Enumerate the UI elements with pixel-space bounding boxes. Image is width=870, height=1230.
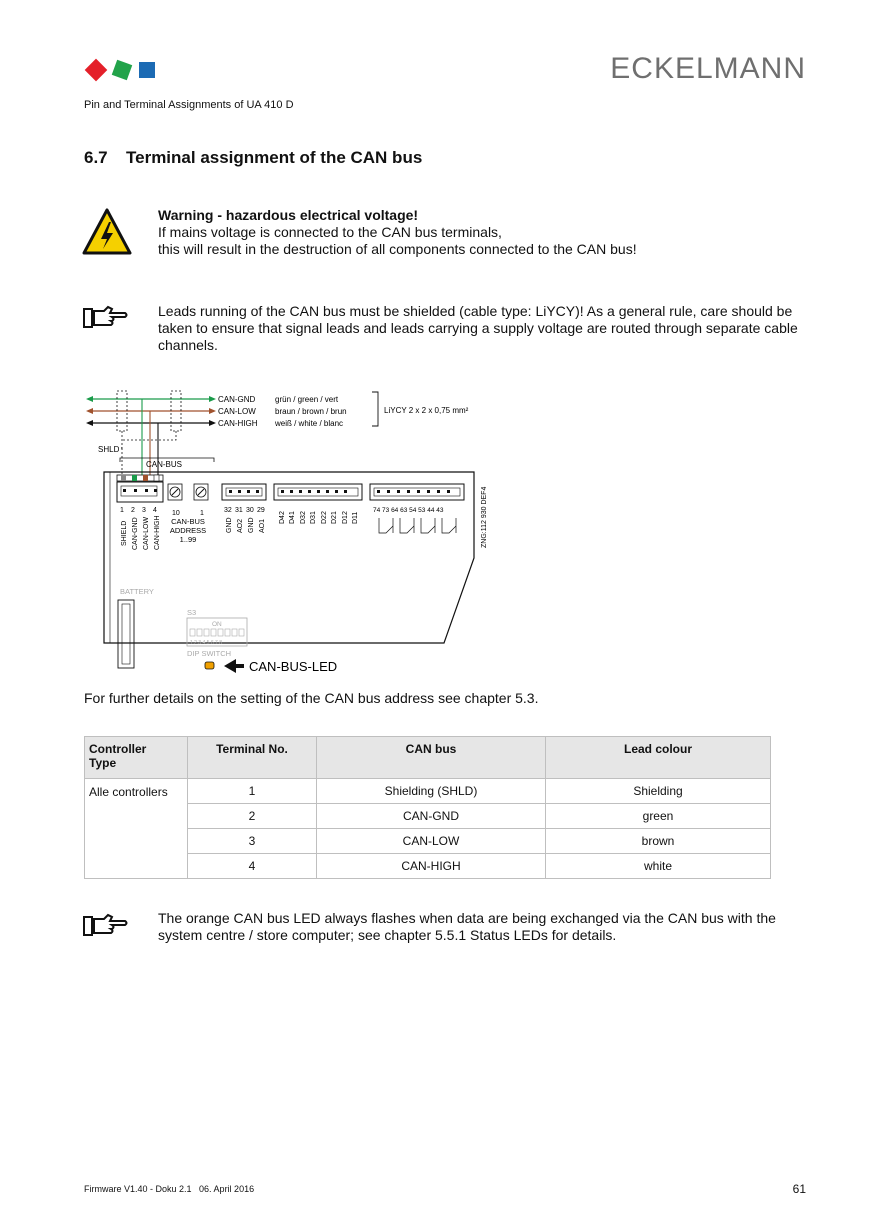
table-row — [85, 829, 771, 854]
addr-digit-10: 10 — [172, 510, 180, 517]
brand-name: ECKELMANN — [610, 52, 806, 85]
terminal-cell: 2 — [188, 804, 317, 829]
can-bus-cell: CAN-LOW — [317, 829, 546, 854]
page-subtitle: Pin and Terminal Assignments of UA 410 D — [84, 99, 294, 111]
page-number: 61 — [792, 1182, 806, 1196]
can-term-4: 4 — [153, 507, 157, 514]
pointing-hand-icon — [82, 305, 128, 331]
shld-label: SHLD — [98, 445, 120, 454]
wire-colour-high: weiß / white / blanc — [275, 419, 344, 428]
address-label-1: CAN-BUS — [171, 517, 205, 526]
table-header-row — [85, 737, 771, 779]
ao-term-30: 30 — [246, 507, 254, 514]
addr-digit-1: 1 — [200, 510, 204, 517]
dip-switch-label: DIP SWITCH — [187, 649, 232, 658]
table-row — [85, 779, 771, 804]
terminal-assignment-table — [84, 736, 771, 879]
address-label-3: 1..99 — [179, 535, 197, 544]
can-bus-cell: CAN-GND — [317, 804, 546, 829]
high-voltage-warning-icon — [82, 208, 132, 256]
wire-can-low — [86, 408, 216, 414]
wire-colour-low: braun / brown / brun — [275, 407, 347, 416]
table-row — [85, 854, 771, 879]
eckelmann-logo-icon — [84, 58, 160, 82]
can-bus-cell: Shielding (SHLD) — [317, 779, 546, 804]
battery-label: BATTERY — [120, 587, 154, 596]
warning-title: Warning - hazardous electrical voltage! — [158, 207, 419, 223]
can-bus-cell: CAN-HIGH — [317, 854, 546, 879]
relay-terms: 74 73 64 63 54 53 44 43 — [373, 507, 444, 514]
can-term-label-2: CAN-GND — [132, 517, 139, 550]
shielding-note: Leads running of the CAN bus must be shielded (cable type: LiYCY)! As a general rule, care should be taken to ensure that signal leads and leads carrying a supply voltage are routed through separate cable channels. — [158, 303, 798, 353]
header-controller-type: Controller Type — [85, 737, 188, 779]
section-heading — [84, 148, 422, 168]
ao-term-29: 29 — [257, 507, 265, 514]
cable-type: LiYCY 2 x 2 x 0,75 mm² — [384, 406, 469, 415]
terminal-cell: 4 — [188, 854, 317, 879]
ao-label-1: GND — [226, 517, 233, 533]
header-can-bus: CAN bus — [317, 737, 546, 779]
wire-can-gnd — [86, 396, 216, 402]
header-lead-colour: Lead colour — [546, 737, 771, 779]
d-label-1: D42 — [279, 511, 286, 524]
drawing-number: ZNG:112 930 DEF4 — [481, 486, 488, 548]
dip-numbers: 1 2 3 4 5 6 7 8 — [190, 640, 222, 646]
ao-term-31: 31 — [235, 507, 243, 514]
can-bus-terminal-diagram — [84, 388, 514, 680]
table-row — [85, 804, 771, 829]
ao-label-4: AO1 — [259, 518, 266, 533]
ao-label-2: AO2 — [237, 518, 244, 533]
wire-label-gnd: CAN-GND — [218, 395, 256, 404]
canbus-label: CAN-BUS — [146, 460, 183, 469]
d-label-8: D11 — [352, 511, 359, 524]
can-bus-led-label: CAN-BUS-LED — [249, 659, 338, 674]
lead-colour-cell: brown — [546, 829, 771, 854]
lead-colour-cell: Shielding — [546, 779, 771, 804]
lead-colour-cell: green — [546, 804, 771, 829]
can-term-3: 3 — [142, 507, 146, 514]
d-label-5: D22 — [321, 511, 328, 524]
can-term-label-3: CAN-LOW — [143, 516, 150, 550]
wire-can-high — [86, 420, 216, 426]
can-term-label-4: CAN-HIGH — [154, 515, 161, 550]
can-term-1: 1 — [120, 507, 124, 514]
s3-label: S3 — [187, 608, 197, 617]
section-title: Terminal assignment of the CAN bus — [126, 148, 423, 167]
wire-colour-gnd: grün / green / vert — [275, 395, 339, 404]
pointing-hand-icon — [82, 913, 128, 939]
can-term-label-1: SHIELD — [121, 520, 128, 546]
d-label-6: D21 — [331, 511, 338, 524]
wire-label-low: CAN-LOW — [218, 407, 256, 416]
wire-label-high: CAN-HIGH — [218, 419, 258, 428]
header-terminal-no: Terminal No. — [188, 737, 317, 779]
address-label-2: ADDRESS — [169, 526, 207, 535]
warning-line2: this will result in the destruction of all components connected to the CAN bus! — [158, 241, 637, 257]
footer-text: Firmware V1.40 - Doku 2.1 06. April 2016 — [84, 1184, 255, 1194]
section-number: 6.7 — [84, 148, 108, 167]
can-term-2: 2 — [131, 507, 135, 514]
details-text: For further details on the setting of the CAN bus address see chapter 5.3. — [84, 690, 539, 706]
d-label-3: D32 — [300, 511, 307, 524]
terminal-cell: 1 — [188, 779, 317, 804]
ao-term-32: 32 — [224, 507, 232, 514]
lead-colour-cell: white — [546, 854, 771, 879]
led-note: The orange CAN bus LED always flashes when data are being exchanged via the CAN bus with the system centre / store computer; see chapter 5.5.1 Status LEDs for details. — [158, 910, 776, 943]
warning-line1: If mains voltage is connected to the CAN bus terminals, — [158, 224, 502, 240]
d-label-7: D12 — [342, 511, 349, 524]
warning-text — [158, 207, 637, 258]
d-label-2: D41 — [289, 511, 296, 524]
controller-type-cell: Alle controllers — [85, 779, 188, 879]
d-label-4: D31 — [310, 511, 317, 524]
dip-on-label: ON — [212, 621, 222, 628]
ao-label-3: GND — [248, 517, 255, 533]
terminal-cell: 3 — [188, 829, 317, 854]
